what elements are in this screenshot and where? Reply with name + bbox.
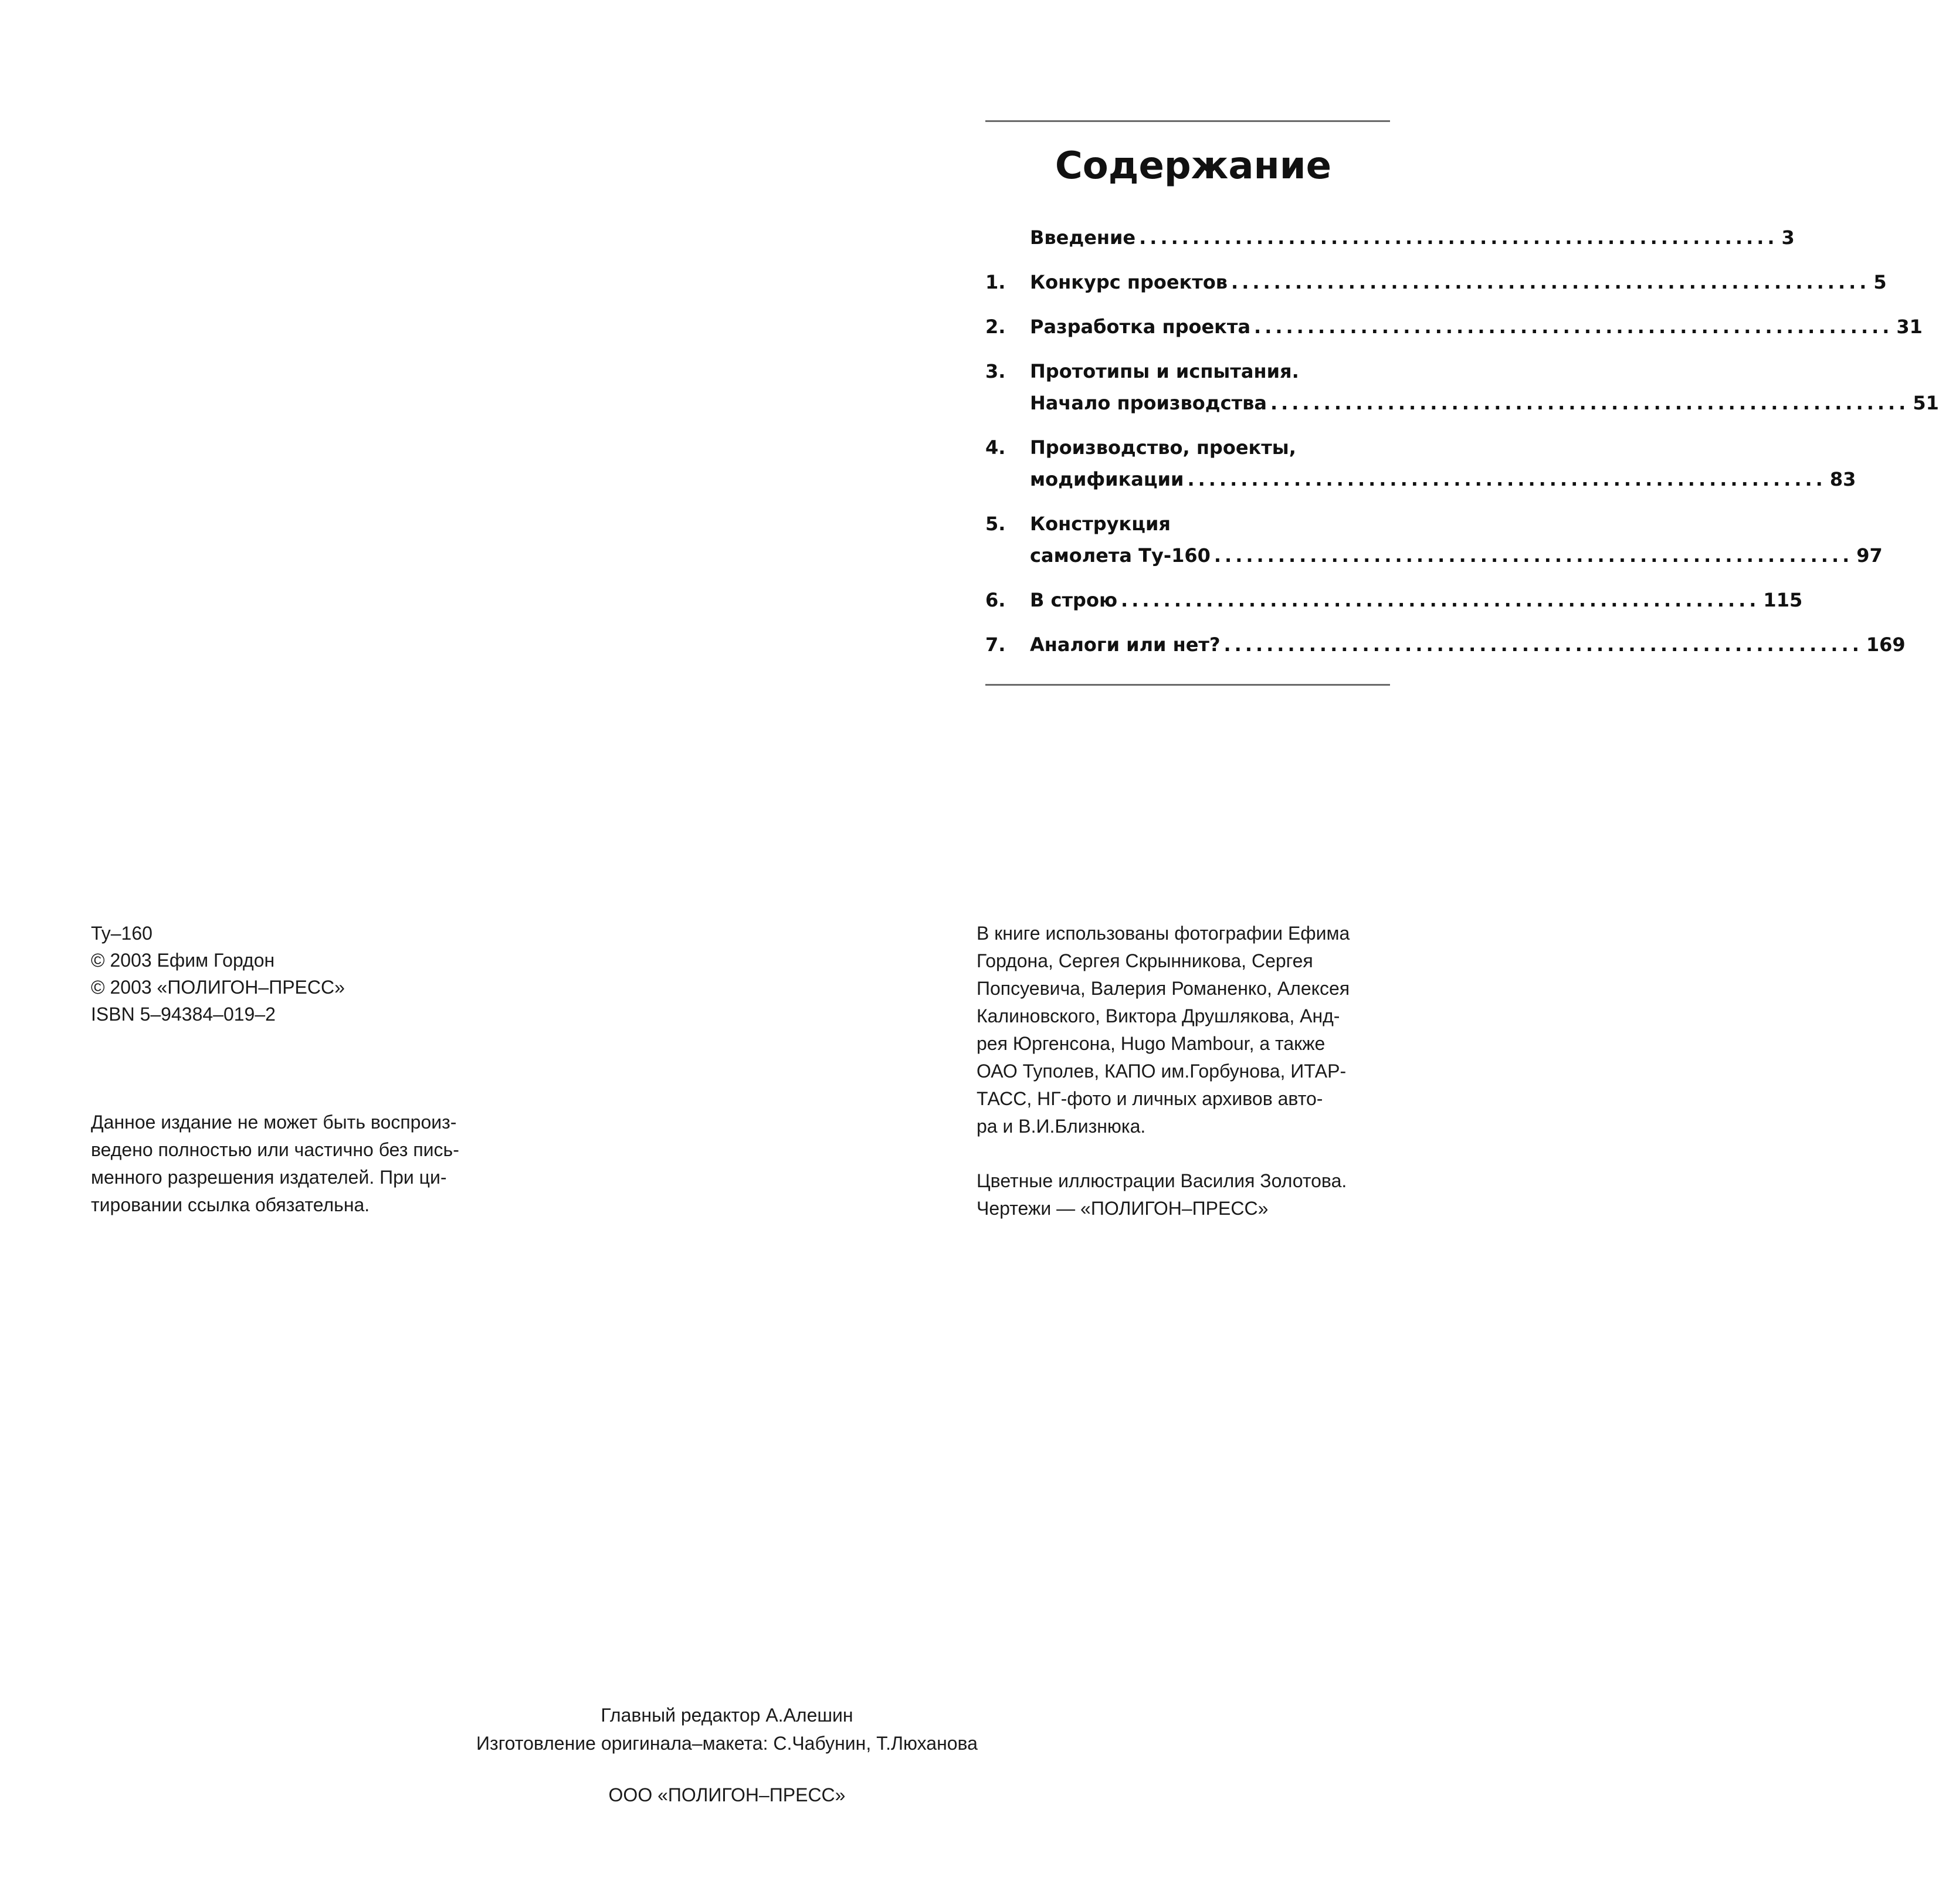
toc-entry [985,355,1939,419]
toc-leader-dots: ............................................................ [1223,633,1863,656]
toc-entry-title: Конструкция [1030,513,1171,535]
toc-entry-page: 97 [1856,544,1883,567]
photo-credits [977,920,1390,1140]
imprint-block [91,920,548,1028]
toc-entry-title: Введение [1030,226,1136,249]
photo-credit-line: Калиновского, Виктора Друшлякова, Анд- [977,1005,1340,1026]
toc-entry-number: 4. [985,436,1006,459]
toc-entry-page: 31 [1896,316,1923,338]
toc-entry-number: 6. [985,589,1006,611]
footer-staff [0,1701,1454,1757]
toc-entry-page: 51 [1913,392,1939,414]
toc-entry-number: 7. [985,633,1006,656]
chief-editor: Главный редактор А.Алешин [601,1705,853,1726]
toc-entry-title: Аналоги или нет? [1030,633,1221,656]
photo-credit-line: ОАО Туполев, КАПО им.Горбунова, ИТАР- [977,1061,1347,1082]
notice-line: ведено полностью или частично без пись- [91,1139,459,1160]
toc-entry-page: 169 [1866,633,1906,656]
photo-credit-line: рея Юргенсона, Hugo Mambour, а также [977,1033,1326,1054]
toc-entry-title: Прототипы и испытания. [1030,360,1299,382]
toc-entry-page: 5 [1873,271,1887,293]
illustrations-credit: Цветные иллюстрации Василия Золотова. [977,1170,1347,1191]
copyright-notice [91,1109,525,1219]
toc-entry-title: Разработка проекта [1030,316,1251,338]
copyright-author: © 2003 Ефим Гордон [91,950,275,971]
toc-entry-page: 3 [1781,226,1795,249]
toc-leader-dots: ............................................................ [1213,544,1853,567]
photo-credit-line: Попсуевича, Валерия Романенко, Алексея [977,978,1350,999]
publisher-name: ООО «ПОЛИГОН–ПРЕСС» [608,1784,846,1805]
toc-leader-dots: ............................................................ [1254,316,1893,338]
toc-entry [985,584,1803,616]
table-of-contents [985,120,1939,686]
toc-entry-number: 1. [985,271,1006,293]
toc-entry [985,508,1883,571]
toc-entry [985,266,1887,298]
toc-list [985,222,1939,660]
notice-line: Данное издание не может быть воспроиз- [91,1112,457,1133]
credits-block [977,920,1390,1222]
toc-entry-title: Начало производства [1030,392,1267,414]
toc-entry [985,629,1906,660]
toc-entry-page: 115 [1763,589,1803,611]
toc-leader-dots: ............................................................ [1121,589,1760,611]
toc-top-rule [985,120,1390,122]
toc-entry-title: Конкурс проектов [1030,271,1228,293]
toc-entry-title: самолета Ту-160 [1030,544,1211,567]
copyright-publisher: © 2003 «ПОЛИГОН–ПРЕСС» [91,977,345,998]
toc-entry-number: 2. [985,316,1006,338]
toc-entry-number: 5. [985,513,1006,535]
toc-entry-number [985,222,1030,253]
toc-title: Содержание [1055,144,1331,188]
toc-entry-title: Производство, проекты, [1030,436,1296,459]
toc-bottom-rule [985,684,1390,686]
toc-entry [985,222,1795,253]
toc-entry-title: В строю [1030,589,1118,611]
drawings-credit: Чертежи — «ПОЛИГОН–ПРЕСС» [977,1198,1269,1219]
toc-leader-dots: ............................................................ [1187,468,1826,490]
layout-credit: Изготовление оригинала–макета: С.Чабунин, Т.Люханова [476,1733,978,1754]
toc-entry [985,432,1856,495]
photo-credit-line: ра и В.И.Близнюка. [977,1116,1146,1137]
toc-leader-dots: ............................................................ [1270,392,1910,414]
toc-entry-page: 83 [1829,468,1856,490]
book-title: Ту–160 [91,923,152,944]
photo-credit-line: Гордона, Сергея Скрынникова, Сергея [977,950,1313,971]
toc-entry-number: 3. [985,360,1006,382]
footer-publisher [0,1781,1454,1809]
photo-credit-line: ТАСС, НГ-фото и личных архивов авто- [977,1088,1323,1109]
toc-leader-dots: ............................................................ [1139,226,1778,249]
toc-entry [985,311,1923,343]
toc-leader-dots: ............................................................ [1231,271,1870,293]
notice-line: тировании ссылка обязательна. [91,1194,370,1215]
toc-entry-title: модификации [1030,468,1184,490]
photo-credit-line: В книге использованы фотографии Ефима [977,923,1350,944]
isbn: ISBN 5–94384–019–2 [91,1004,276,1025]
notice-line: менного разрешения издателей. При ци- [91,1167,447,1188]
